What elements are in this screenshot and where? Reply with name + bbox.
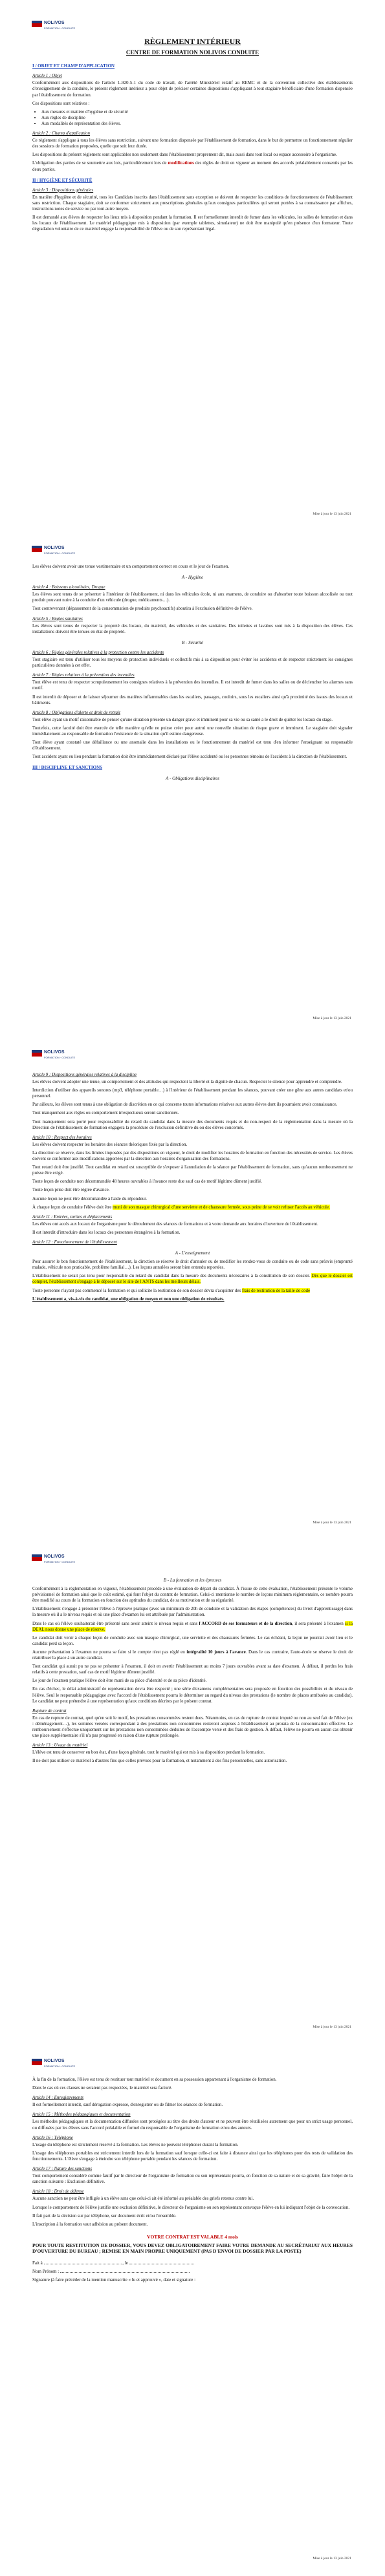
fait-a-label: Fait à	[32, 2260, 43, 2266]
article-13-p2: Il ne doit pas utiliser ce matériel à d'autres fins que celles prévues pour la formation, et notamment à des fins personnelles, sans autorisation.	[32, 1758, 287, 1764]
article-8-p3: Tout élève ayant constaté une défaillance ou une anomalie dans les installations ou le fonctionnement du matériel est tenu d'en informer l'enseignant ou responsable d'établissement.	[32, 740, 353, 751]
article-13-heading: Article 13 : Usage du matériel	[32, 1743, 88, 1748]
logo	[31, 2057, 101, 2070]
article-18-p3: Il fait part de la décision sur par téléphone, sur document écrit et/ou l'ensemble.	[32, 2213, 177, 2218]
nolivos-logo-icon	[31, 544, 43, 556]
article-9-p5: Tout manquement sera porté pour responsabilité du retard du candidat dans la mesure des documents requis et du non-respect de la réglementation dans la mesure où la Direction de l'établissement de formation engagera la procédure de l'exclusion définitive du ou des élèves concernés.	[32, 1119, 353, 1130]
highlight-red: modifications	[168, 160, 194, 166]
logo-subtext: FORMATION · CONDUITE	[44, 2065, 76, 2068]
page-1-content	[32, 39, 353, 235]
article-9-p3: Par ailleurs, les élèves sont tenus à une obligation de discrétion en ce qui concerne toutes informations relatives aux autres élèves dont ils pourraient avoir connaissance.	[32, 1102, 338, 1108]
article-4-p2: Tout contrevenant (dépassement de la consommation de produits psychoactifs) aboutira à l'exclusion définitive de l'élève.	[32, 606, 253, 612]
article-18-p4: L'inscription à la formation vaut adhésion au présent document.	[32, 2221, 148, 2227]
article-8-p2: Toutefois, cette faculté doit être exercée de telle manière qu'elle ne puisse créer pour autrui une nouvelle situation de risque grave et imminent. Le stagiaire doit signaler immédiatement au responsable de formation l'existence de la situation qu'il estime dangereuse.	[32, 725, 353, 736]
nolivos-logo-icon	[31, 19, 43, 31]
list-item: • Aux mesures et matière d'hygiène et de sécurité	[41, 109, 353, 115]
contract-validity-notice: VOTRE CONTRAT EST VALABLE 4 mois	[147, 2233, 238, 2240]
page-4-content	[32, 1572, 353, 1766]
article-17-p1: Tout comportement considéré comme fautif par le directeur de l'organisme de formation ou son représentant pourra, en fonction de sa nature et de sa gravité, faire l'objet de la sanction suivante : Exclusion définitive.	[32, 2173, 353, 2185]
logo-subtext: FORMATION · CONDUITE	[44, 27, 76, 30]
section-1-heading: I / OBJET ET CHAMP D'APPLICATION	[32, 63, 115, 69]
highlight-yellow: frais de restitution de la taille de code	[241, 1287, 311, 1293]
signature-instruction: Signature (à faire précéder de la mention manuscrite « lu et approuvé », date et signature :	[32, 2277, 196, 2283]
formation-p7: Le jour de l'examen pratique l'élève doit être muni de sa pièce d'identité et de sa pièce d'identité.	[32, 1678, 207, 1684]
logo	[31, 544, 101, 557]
formation-p4: Le candidat doit venir à chaque leçon de conduite avec son masque chirurgical, une serviette et des chaussures fermées. Le cas échéant, la leçon ne pourrait avoir lieu et le candidat perd sa leçon.	[32, 1635, 353, 1646]
article-10-p7: À chaque leçon de conduite l'élève doit être muni de son masque chirurgical d'une serviette et de chaussure fermée, sous peine de se voir refuser l'accès au véhicule.	[32, 1204, 330, 1210]
highlight-yellow: Dès que le dossier est complet, l'établissement s'engage à le déposer sur le site de l'ANTS dans les meilleurs délais.	[32, 1273, 353, 1285]
article-12-p2: L'établissement ne serait pas tenu pour responsable du retard du candidat dans la mesure des documents nécessaires à la constitution de son dossier. Dès que le dossier est complet, l'établissement s'engage à le déposer sur le site de l'ANTS dans les meilleurs délais.	[32, 1273, 353, 1285]
article-13-p1: L'élève est tenu de conserver en bon état, d'une façon générale, tout le matériel qui est mis à sa disposition pendant la formation.	[32, 1750, 265, 1755]
logo-text: NOLIVOS	[44, 21, 65, 25]
page-5-content	[32, 2077, 353, 2286]
article-12-p1: Pour assurer le bon fonctionnement de l'établissement, la direction se réserve le droit d'annuler ou de modifier les rendez-vous de conduite ou de code sans préavis (emprunté malade, véhicule non praticable, problème familial…). Les leçons annulées seront bien entendu reportées.	[32, 1259, 353, 1271]
article-1-p2: Ces dispositions sont relatives :	[32, 100, 90, 106]
article-2-p3: L'obligation des parties de se soumettre aux lois, particulièrement lors de modifications des règles de droit en vigueur au moment des accords préalablement consentis par les deux parties.	[32, 160, 353, 172]
nolivos-logo-icon	[31, 1049, 43, 1060]
page-footer: Mise à jour le 13 juin 2021	[313, 512, 351, 516]
article-5-heading: Article 5 : Règles sanitaires	[32, 616, 83, 621]
logo-subtext: FORMATION · CONDUITE	[44, 552, 76, 555]
article-1-heading: Article 1 : Objet	[32, 73, 62, 79]
obligations-heading: A - Obligations disciplinaires	[166, 776, 219, 782]
article-8-heading: Article 8 : Obligations d'alerte et droit de retrait	[32, 709, 120, 715]
article-16-heading: Article 16 : Téléphone	[32, 2134, 73, 2140]
hygiene-heading: A - Hygiène	[181, 575, 204, 581]
article-14-heading: Article 14 : Enregistrements	[32, 2095, 83, 2101]
page-footer: Mise à jour le 13 juin 2021	[313, 2557, 351, 2560]
article-9-p1: Les élèves doivent adopter une tenue, un comportement et des attitudes qui respectent la liberté et la dignité de chacun. Respecter le silence pour apprendre et comprendre.	[32, 1079, 342, 1085]
logo-subtext: FORMATION · CONDUITE	[44, 1560, 76, 1563]
article-13-p3: À la fin de la formation, l'élève est tenu de restituer tout matériel et document en sa possession appartenant à l'organisme de formation.	[32, 2077, 277, 2082]
article-4-heading: Article 4 : Boissons alcoolisées, Drogue	[32, 585, 105, 590]
logo	[31, 1049, 101, 1062]
page-footer: Mise à jour le 13 juin 2021	[313, 1016, 351, 1020]
formation-p1: Conformément à la réglementation en vigueur, l'établissement procède à une évaluation de départ du candidat. À l'issue de cette évaluation, l'établissement présente le volume prévisionnel de formation ainsi que le coût estimé, qui font l'objet du contrat de formation. Celui-ci mentionne le nombre de leçons minimum réglementaire, ce nombre pourra être modifié au cours de la formation en fonction des aptitudes du candidat, de sa motivation et de sa régularité.	[32, 1586, 353, 1604]
list-item: • Aux règles de discipline	[41, 115, 353, 121]
article-18-p1: Aucune sanction ne peut être infligée à un élève sans que celui-ci ait été informé au préalable des griefs retenus contre lui.	[32, 2196, 254, 2202]
signature-place-line	[32, 2260, 353, 2266]
article-17-heading: Article 17 : Nature des sanctions	[32, 2166, 93, 2172]
logo-subtext: FORMATION · CONDUITE	[44, 1056, 76, 1059]
article-9-p2: Interdiction d'utiliser des appareils sonores (mp3, téléphone portable…) à l'intérieur de l'établissement pendant les séances, pouvant créer une gêne aux autres candidats et/ou personnel.	[32, 1088, 353, 1099]
page-footer: Mise à jour le 13 juin 2021	[313, 1521, 351, 1525]
document-subtitle: CENTRE DE FORMATION NOLIVOS CONDUITE	[126, 49, 259, 56]
formation-p3: Dans le cas où l'élève souhaiterait être présenté sans avoir atteint le niveau requis et sans l'ACCORD de ses formateurs et de la direction, il sera présenté à l'examen si la DEAL nous donne une place de réserve.	[32, 1620, 353, 1632]
article-8-p4: Tout accident ayant eu lieu pendant la formation doit être immédiatement déclaré par l'élève accidenté ou les personnes témoins de l'accident à la direction de l'établissement.	[32, 754, 347, 760]
article-15-p1: Les méthodes pédagogiques et la documentation diffusées sont protégées au titre des droits d'auteur et ne peuvent être réutilisées autrement que pour un strict usage personnel, ou diffusées par les élèves sans l'accord préalable et formel du responsable de l'organisme de formation et/ou des auteurs.	[32, 2119, 353, 2131]
article-15-heading: Article 15 : Méthodes pédagogiques et documentation	[32, 2112, 131, 2118]
logo	[31, 19, 101, 32]
article-10-p4: Toute leçon de conduite non décommandée 48 heures ouvrables à l'avance reste due sauf cas de motif légitime dûment justifié.	[32, 1179, 262, 1185]
article-7-p1: Tout élève est tenu de respecter scrupuleusement les consignes relatives à la prévention des incendies. Il est interdit de fumer dans les salles ou de déclencher les alarmes sans motif.	[32, 680, 353, 691]
page-footer: Mise à jour le 13 juin 2021	[313, 2025, 351, 2029]
article-18-heading: Article 18 : Droit de défense	[32, 2189, 84, 2195]
article-3-p2: Il est demandé aux élèves de respecter les lieux mis à disposition pendant la formation. Il est formellement interdit de fumer dans les véhicules, les salles de formation et dans les locaux de l'établissement. Le matériel pédagogique mis à disposition (par exemple tablettes, simulateur) ne doit être manipulé qu'en présence d'un formateur. Toute dégradation volontaire de ce matériel engage la responsabilité de l'élève ou de son représentant légal.	[32, 215, 353, 232]
article-13-p4: Dans le cas où ces clauses ne seraient pas respectées, le matériel sera facturé.	[32, 2085, 172, 2091]
le-label: , le	[122, 2260, 128, 2266]
article-2-heading: Article 2 : Champ d'application	[32, 131, 90, 136]
article-11-p2: Il est interdit d'introduire dans les locaux des personnes étrangères à la formation.	[32, 1229, 181, 1235]
nolivos-logo-icon	[31, 1553, 43, 1565]
formation-p2: L'établissement s'engage à présenter l'élève à l'épreuve pratique (avec un minimum de 20h de conduite et la validation des étapes (compétences) du livret d'apprentissage) dans la mesure où il a le niveau requis et où une place d'examen lui est attribuée par l'administration.	[32, 1606, 353, 1618]
page-2-content	[32, 564, 353, 785]
logo-text: NOLIVOS	[44, 2059, 65, 2063]
page-1	[0, 0, 385, 525]
article-5-p1: Les élèves sont tenus de respecter la propreté des locaux, du matériel, des véhicules et des sanitaires. Des toilettes et lavabos sont mis à la disposition des élèves. Ces installations doivent être tenues en état de propreté.	[32, 623, 353, 634]
article-2-p1: Ce règlement s'applique à tous les élèves sans restriction, suivant une formation dispensée par l'établissement de formation, dans le but de permettre un fonctionnement régulier des sessions de formation proposées, quelle que soit leur durée.	[32, 138, 353, 149]
logo-text: NOLIVOS	[44, 546, 65, 550]
article-10-heading: Article 10 : Respect des horaires	[32, 1134, 92, 1140]
article-12-p3: Toute personne n'ayant pas commencé la formation et qui sollicite la restitution de son dossier devra s'acquitter des frais de restitution de la taille de code	[32, 1287, 311, 1293]
article-6-heading: Article 6 : Règles générales relatives à la protection contre les accidents	[32, 649, 164, 655]
article-12-p4: L'établissement a, vis-à-vis du candidat, une obligation de moyen et non une obligation de résultats.	[32, 1296, 225, 1302]
list-item: • Aux modalités de représentation des élèves.	[41, 121, 353, 127]
article-10-p5: Toute leçon prise doit être réglée d'avance.	[32, 1187, 110, 1193]
article-1-list	[41, 109, 353, 127]
page-3	[0, 1029, 385, 1534]
formation-p5: Aucune présentation à l'examen ne pourra se faire si le compte n'est pas réglé en intégralité 10 jours à l'avance. Dans le cas contraire, l'auto-école se réserve le droit de réattribuer la place à un autre candidat.	[32, 1649, 353, 1661]
article-4-p1: Les élèves sont tenus de se présenter à l'intérieur de l'établissement, ni dans les véhicules école, ni aux examens, de conduire ou d'absorber toute boisson alcoolisée ou tout produit pouvant nuire à la conduite d'un véhicule (drogue, médicaments…).	[32, 592, 353, 603]
highlight-yellow: muni de son masque chirurgical d'une serviette et de chaussure fermée, sous peine de se voir refuser l'accès au véhicule.	[113, 1204, 330, 1210]
article-2-p2: Les dispositions du présent règlement sont applicables non seulement dans l'établissement proprement dit, mais aussi dans tout local ou espace accessoire à l'organisme.	[32, 152, 337, 158]
enseignement-heading: A - L'enseignement	[175, 1250, 210, 1256]
nom-prenom-label: Nom Prénom :	[32, 2269, 60, 2275]
logo	[31, 1553, 101, 1566]
article-11-p1: Les élèves ont accès aux locaux de l'organisme pour le déroulement des séances de formations et à votre demande aux horaires d'ouverture de l'établissement.	[32, 1221, 318, 1227]
article-18-p2: Lorsque le comportement de l'élève justifie une exclusion définitive, le directeur de l'organisme ou son représentant convoque l'élève en lui indiquant l'objet de la convocation.	[32, 2204, 350, 2210]
formation-p8: En cas d'échec, le délai administratif de représentation devra être respecté ; une série d'examens complémentaires sera proposée en fonction des possibilités et du niveau de l'élève. Seul le responsable pédagogique avec l'accord de l'établissement pourra le déterminer au regard du niveau des prestations (le nombre de places attribuées au candidat). Le candidat ne peut prétendre à une représentation qu'aux conditions décrites par le présent contrat.	[32, 1686, 353, 1704]
article-6-p1: Tout stagiaire est tenu d'utiliser tous les moyens de protection individuels et collectifs mis à sa disposition pour éviter les accidents et de respecter strictement les consignes particulières données à cet effet.	[32, 657, 353, 669]
rupture-heading: Rupture de contrat	[32, 1708, 67, 1713]
article-11-heading: Article 11 : Entrées, sorties et déplacements	[32, 1214, 113, 1219]
article-12-heading: Article 12 : Fonctionnement de l'établissement	[32, 1239, 117, 1245]
page-4	[0, 1534, 385, 2038]
article-3-p1: En matière d'hygiène et de sécurité, tous les Candidats inscrits dans l'établissement sans exception se doivent de respecter les conditions de fonctionnement de l'établissement sans restriction. Chaque stagiaire, doit se conformer strictement aux prescriptions générales qu'aux consignes particulières qui seront portées à sa connaissance par affiches, instructions notes de service ou par tout autre moyen.	[32, 194, 353, 211]
tenue-paragraph: Les élèves doivent avoir une tenue vestimentaire et un comportement correct en cours et le jour de l'examen.	[32, 564, 230, 569]
formation-p6: Tout candidat qui aurait pu ne pas se présenter à l'examen, il doit en avertir l'établissement au moins 7 jours ouvrables avant sa date d'examen. À défaut, il perdra les frais relatifs à cette prestation, sauf cas de motif légitime dûment justifié.	[32, 1664, 353, 1675]
article-16-p2: L'usage des téléphones portables est strictement interdit lors de la formation sauf lorsque celle-ci est faite à distance ainsi que les téléphones pour des tests de validation des fonctionnements. L'élève s'engage à éteindre son téléphone portable pendant les séances de formation.	[32, 2150, 353, 2162]
article-7-heading: Article 7 : Règles relatives à la prévention des incendies	[32, 672, 135, 678]
article-9-heading: Article 9 : Dispositions générales relatives à la discipline	[32, 1072, 137, 1077]
restitution-notice: POUR TOUTE RESTITUTION DE DOSSIER, VOUS DEVEZ OBLIGATOIREMENT FAIRE VOTRE DEMANDE AU SECRÉTARIAT AUX HEURES D'OUVERTURE DU BUREAU ; REMISE EN MAIN PROPRE UNIQUEMENT (PAS D'ENVOI DE DOSSIER PAR LA POSTE)	[32, 2242, 353, 2254]
article-9-p4: Tout manquement aux règles ou comportement irrespectueux seront sanctionnés.	[32, 1110, 179, 1116]
section-2-heading: II / HYGIÈNE ET SÉCURITÉ	[32, 177, 93, 183]
article-3-heading: Article 3 : Dispositions générales	[32, 187, 94, 193]
page-5	[0, 2038, 385, 2576]
section-3-heading: III / DISCIPLINE ET SANCTIONS	[32, 765, 103, 771]
securite-heading: B - Sécurité	[181, 639, 204, 645]
formation-epreuves-heading: B - La formation et les épreuves	[163, 1578, 222, 1583]
logo-text: NOLIVOS	[44, 1554, 65, 1559]
logo-text: NOLIVOS	[44, 1050, 65, 1055]
article-10-p3: Tout retard doit être justifié. Tout candidat en retard est susceptible de s'exposer à l'annulation de la séance par l'établissement de formation, sans qu'aucun remboursement ne puisse être exigé.	[32, 1165, 353, 1176]
article-10-p6: Aucune leçon ne peut être décommandée à l'aide du répondeur.	[32, 1196, 147, 1201]
article-10-p1: Les élèves doivent respecter les horaires des séances théoriques fixés par la direction.	[32, 1141, 188, 1147]
name-field[interactable]	[60, 2272, 190, 2273]
highlight-yellow: si la DEAL nous donne une place de réserve.	[32, 1620, 353, 1632]
document-title: RÈGLEMENT INTÉRIEUR	[144, 37, 241, 46]
article-8-p1: Tout élève ayant un motif raisonnable de penser qu'une situation présente un danger grave et imminent pour sa vie ou sa santé a le droit de quitter les locaux du stage.	[32, 716, 333, 722]
page-3-content	[32, 1068, 353, 1305]
article-14-p1: Il est formellement interdit, sauf dérogation expresse, d'enregistrer ou de filmer les séances de formation.	[32, 2102, 223, 2108]
article-1-p1: Conformément aux dispositions de l'article L.920-5-1 du code de travail, de l'arrêté Ministériel relatif au REMC et de la convention collective des établissements d'enseignement de la conduite, le présent règlement intérieur a pour objet de préciser certaines dispositions s'appliquant à tout stagiaire bénéficiaire d'une formation dispensée par l'établissement de formation.	[32, 80, 353, 98]
page-2	[0, 525, 385, 1029]
rupture-p1: En cas de rupture de contrat, quel qu'en soit le motif, les prestations consommées restent dues. Néanmoins, en cas de rupture de contrat imputé ou non au seul fait de l'élève (ex : déménagement…), les sommes versées correspondant à des prestations non consommées resteront acquises à l'établissement au prorata de la consommation effective. Le remboursement s'effectue uniquement sur les prestations non consommées déduites de l'accompte versé et des frais de gestion. À défaut, l'élève ne pourra en aucun cas obtenir une place supplémentaire s'il n'a pas progressé en raison d'une rupture prolongée.	[32, 1715, 353, 1739]
nolivos-logo-icon	[31, 2057, 43, 2069]
name-line	[32, 2269, 353, 2275]
article-10-p2: La direction se réserve, dans les limites imposées par des dispositions en vigueur, le droit de modifier les horaires de formation en fonction des nécessités de service. Les élèves doivent se conformer aux modifications apportées par la direction aux horaires d'organisation des formations.	[32, 1150, 353, 1162]
article-7-p2: Il est interdit de déposer et de laisser séjourner des matières inflammables dans les escaliers, passages, couloirs, sous les escaliers ainsi qu'à proximité des issues des locaux et bâtiments.	[32, 694, 353, 705]
article-16-p1: L'usage du téléphone est strictement réservé à la formation. Les élèves ne peuvent téléphoner durant la formation.	[32, 2141, 239, 2147]
